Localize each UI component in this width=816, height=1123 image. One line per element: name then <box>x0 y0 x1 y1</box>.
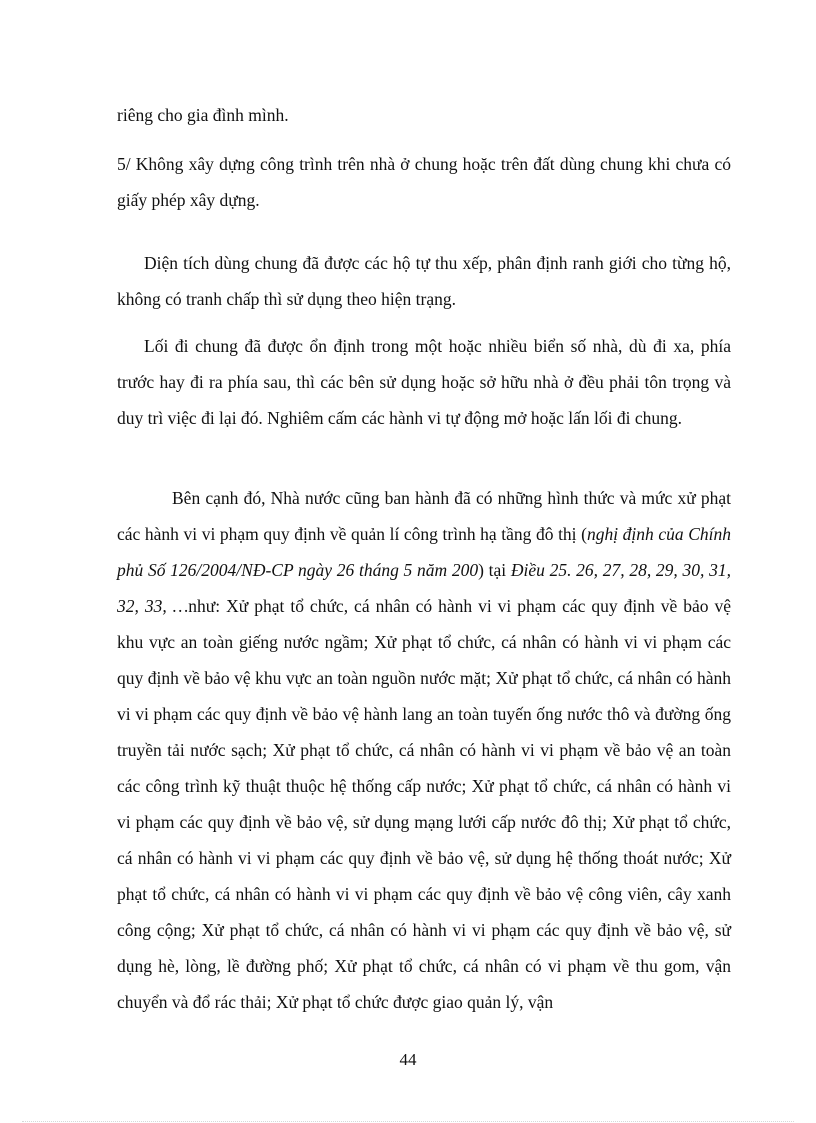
paragraph-continuation <box>117 97 731 133</box>
paragraph-text-a: Bên cạnh đó, Nhà nước cũng ban hành đã có những hình thức và mức xử phạt các hành vi vi phạm quy định về quản lí công trình hạ tầng đô thị ( <box>117 488 731 544</box>
paragraph-text: riêng cho gia đình mình. <box>117 105 289 125</box>
paragraph-shared-area <box>117 245 731 317</box>
decree-reference: nghị định của Chính phủ Số 126/2004/NĐ-CP ngày 26 tháng 5 năm 200 <box>117 524 732 580</box>
paragraph-penalties <box>117 480 731 1020</box>
paragraph-text: 5/ Không xây dựng công trình trên nhà ở chung hoặc trên đất dùng chung khi chưa có giấy phép xây dựng. <box>117 154 731 210</box>
paragraph-text-c: như: Xử phạt tổ chức, cá nhân có hành vi vi phạm các quy định về bảo vệ khu vực an toàn giếng nước ngầm; Xử phạt tổ chức, cá nhân có hành vi vi phạm các quy định về bảo vệ khu vực an toàn nguồn nước mặt; Xử phạt tổ chức, cá nhân có hành vi vi phạm các quy định về bảo vệ hành lang an toàn tuyến ống nước thô và đường ống truyền tải nước sạch; Xử phạt tổ chức, cá nhân có hành vi vi phạm về bảo vệ an toàn các công trình kỹ thuật thuộc hệ thống cấp nước; Xử phạt tổ chức, cá nhân có hành vi vi phạm các quy định về bảo vệ, sử dụng mạng lưới cấp nước đô thị; Xử phạt tổ chức, cá nhân có hành vi vi phạm các quy định về bảo vệ, sử dụng hệ thống thoát nước; Xử phạt tổ chức, cá nhân có hành vi vi phạm các quy định về bảo vệ công viên, cây xanh công cộng; Xử phạt tổ chức, cá nhân có hành vi vi phạm các quy định về bảo vệ, sử dụng hè, lòng, lề đường phố; Xử phạt tổ chức, cá nhân có vi phạm về thu gom, vận chuyển và đổ rác thải; Xử phạt tổ chức được giao quản lý, vận <box>117 596 731 1012</box>
paragraph-item-5 <box>117 146 731 218</box>
paragraph-shared-path <box>117 328 731 436</box>
paragraph-text: Lối đi chung đã được ổn định trong một hoặc nhiều biển số nhà, dù đi xa, phía trước hay đi ra phía sau, thì các bên sử dụng hoặc sở hữu nhà ở đều phải tôn trọng và duy trì việc đi lại đó. Nghiêm cấm các hành vi tự động mở hoặc lấn lối đi chung. <box>117 336 731 428</box>
page-bottom-rule <box>22 1121 794 1122</box>
paragraph-text-b: ) tại <box>478 560 511 580</box>
article-reference: Điều 25. 26, 27, 28, 29, 30, 31, 32, 33, … <box>117 560 731 616</box>
paragraph-text: Diện tích dùng chung đã được các hộ tự thu xếp, phân định ranh giới cho từng hộ, không có tranh chấp thì sử dụng theo hiện trạng. <box>117 253 731 309</box>
page-number: 44 <box>399 1050 417 1069</box>
